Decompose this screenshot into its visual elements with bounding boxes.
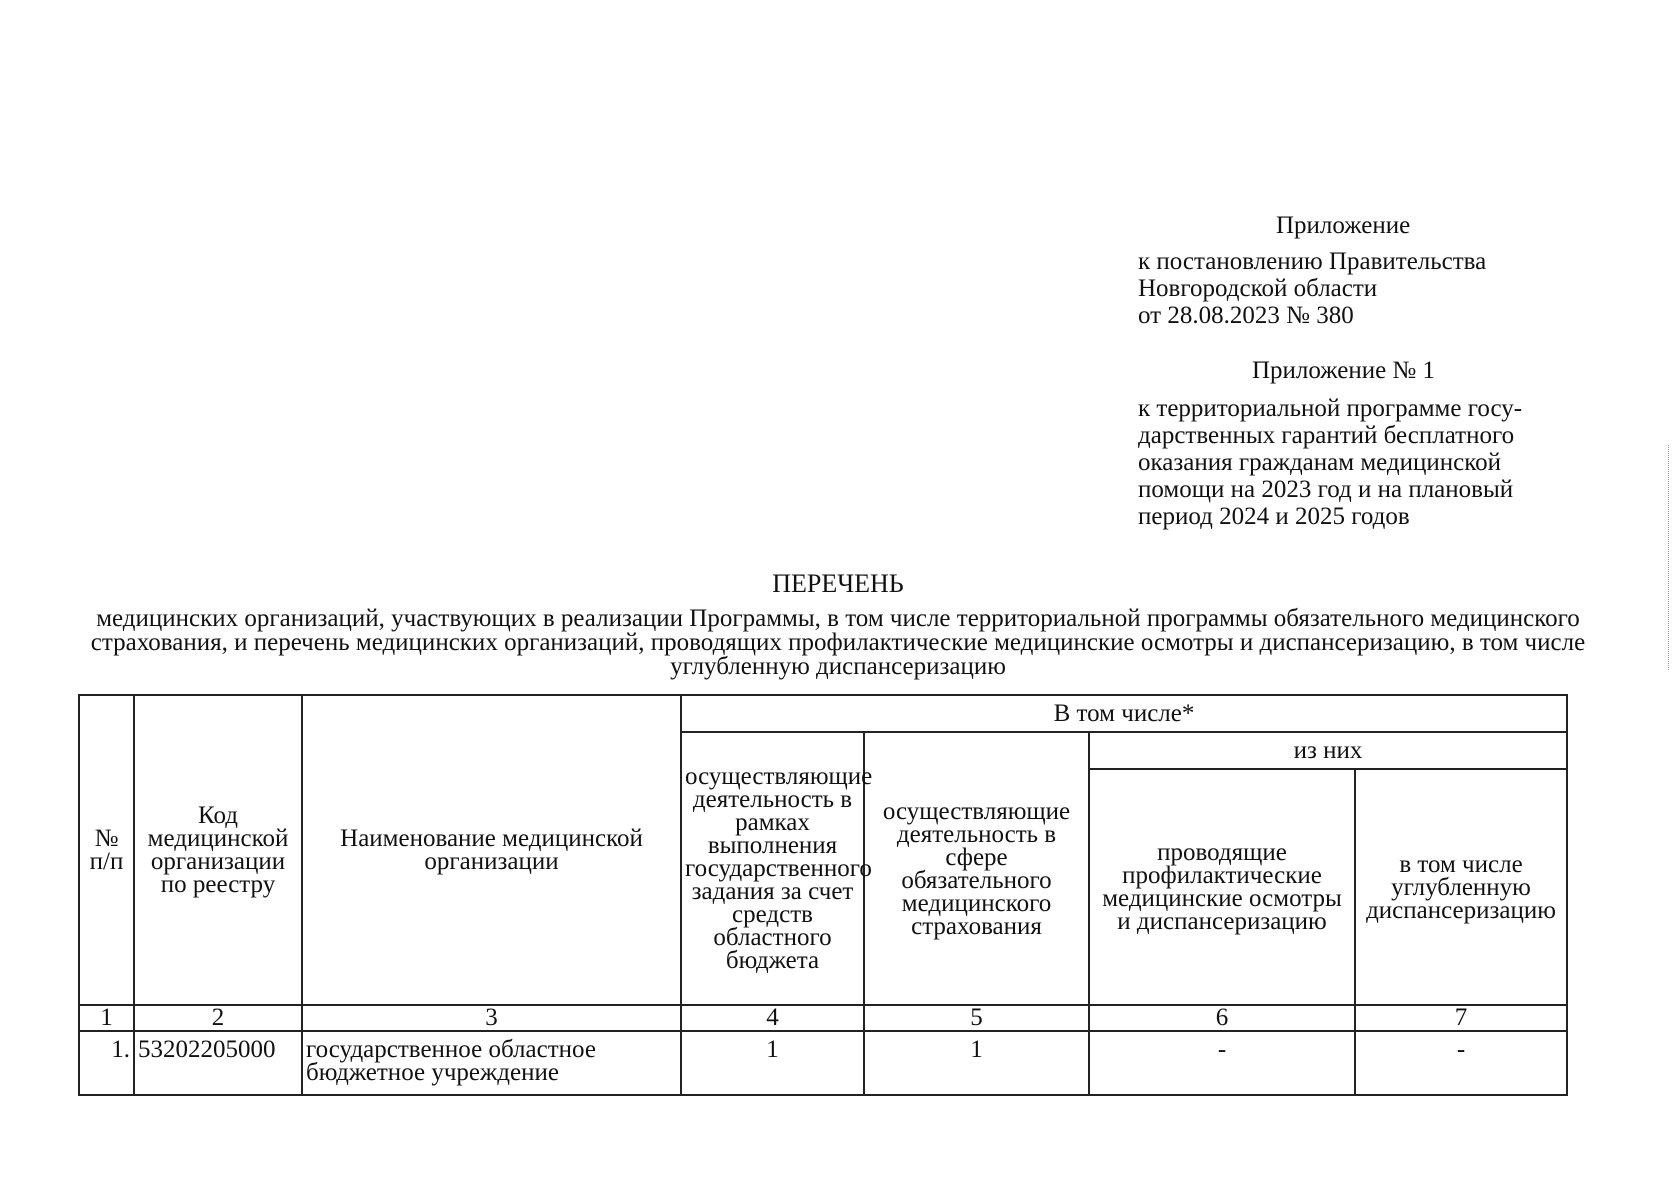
organizations-table [78, 694, 1568, 1096]
column-number: 3 [302, 1005, 681, 1031]
column-number: 5 [864, 1005, 1089, 1031]
appendix-1-line: от 28.08.2023 № 380 [1138, 302, 1354, 329]
column-number: 2 [134, 1005, 302, 1031]
appendix-2-line: период 2024 и 2025 годов [1138, 503, 1410, 530]
header-deep: в том числе углубленную диспансеризацию [1355, 769, 1567, 1005]
row-regional: 1 [681, 1031, 864, 1095]
header-name: Наименование медицинской организации [302, 695, 681, 1005]
document-subtitle: медицинских организаций, участвующих в реализации Программы, в том числе территориальной программы обязательного медицинского страхования, и перечень медицинских организаций, проводящих профилактические медицинские осмотры и диспансеризацию, в том числе углубленную диспансеризацию [90, 605, 1586, 680]
header-regional: осуществляющие деятельность в рамках выполнения государственного задания за счет средств областного бюджета [681, 732, 864, 1005]
row-oms: 1 [864, 1031, 1089, 1095]
column-number: 4 [681, 1005, 864, 1031]
appendix-1-line: к постановлению Правительства [1138, 248, 1487, 275]
header-including: В том числе* [681, 695, 1567, 732]
header-of-them: из них [1089, 732, 1567, 769]
header-code: Код медицинской организации по реестру [134, 695, 302, 1005]
appendix-2-line: к территориальной программе госу- [1138, 395, 1523, 422]
column-numbers-row [79, 1005, 1567, 1031]
appendix-2-title: Приложение № 1 [1252, 357, 1436, 384]
document-title: ПЕРЕЧЕНЬ [772, 569, 904, 598]
scan-edge-mark [1668, 445, 1670, 670]
appendix-2-reference [1138, 395, 1522, 530]
header-prevention: проводящие профилактические медицинские осмотры и диспансеризацию [1089, 769, 1355, 1005]
column-number: 7 [1355, 1005, 1567, 1031]
appendix-2-line: помощи на 2023 год и на плановый [1138, 476, 1514, 503]
appendix-1-reference [1138, 248, 1486, 329]
column-number: 1 [79, 1005, 134, 1031]
row-name: государственное областное бюджетное учреждение [302, 1031, 681, 1095]
row-prevention: - [1089, 1031, 1355, 1095]
row-num: 1. [79, 1031, 134, 1095]
row-deep: - [1355, 1031, 1567, 1095]
column-number: 6 [1089, 1005, 1355, 1031]
appendix-1-title: Приложение [1276, 212, 1411, 239]
header-num: № п/п [79, 695, 134, 1005]
row-code: 53202205000 [134, 1031, 302, 1095]
header-oms: осуществляющие деятельность в сфере обязательного медицинского страхования [864, 732, 1089, 1005]
appendix-2-line: дарственных гарантий бесплатного [1138, 422, 1515, 449]
appendix-2-line: оказания гражданам медицинской [1138, 449, 1502, 476]
table-row [79, 1031, 1567, 1095]
appendix-1-line: Новгородской области [1138, 275, 1378, 302]
